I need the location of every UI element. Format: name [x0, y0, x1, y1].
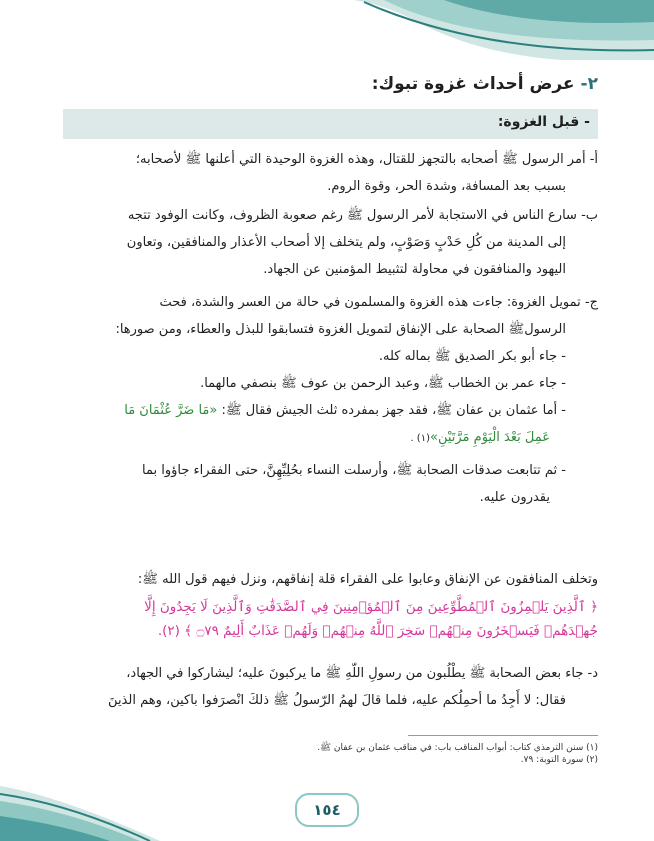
paragraph-jim-line-1: ج- تمويل الغزوة: جاءت هذه الغزوة والمسلمون في حالة من العسر والشدة، فحث	[159, 295, 598, 310]
footnote-1: (١) سنن الترمذي كتاب: أبواب المناقب باب: في مناقب عثمان بن عفان ﷺ.	[317, 743, 598, 753]
section-title: عرض أحداث غزوة تبوك:	[371, 74, 575, 94]
paragraph-alif-line-1: أ- أمر الرسول ﷺ أصحابه بالتجهز للقتال، وهذه الغزوة الوحيدة التي أعلنها ﷺ لأصحابه؛	[135, 152, 598, 167]
decorative-ornament-bottom	[0, 766, 160, 841]
list-item-umar: - جاء عمر بن الخطاب ﷺ، وعبد الرحمن بن عوف ﷺ بنصفي مالهما.	[200, 376, 566, 391]
section-heading	[372, 74, 598, 94]
footnote-ref-1: (١) .	[410, 433, 430, 444]
hadith-quote-part-2: عَمِلَ بَعْدَ الْيَوْمِ مَرَّتَيْنِ»	[429, 430, 550, 445]
paragraph-dal-line-2: فقال: لا أَجِدُ ما أحمِلُكم عليه، فلما قالَ لهمُ الرّسولُ ﷺ ذلكَ انْصرَفوا باكين، وهم الذينَ	[108, 693, 566, 708]
list-item-uthman	[61, 397, 566, 424]
decorative-ornament-top	[354, 0, 654, 60]
subheading: - قبل الغزوة:	[497, 114, 590, 130]
list-item-women: - ثم تتابعت صدقات الصحابة ﷺ، وأرسلت النساء بحُلِيِّهِنَّ، حتى الفقراء جاؤوا بما	[142, 463, 566, 478]
paragraph-ba-line-1: ب- سارع الناس في الاستجابة لأمر الرسول ﷺ رغم صعوبة الظروف، وكانت الوفود تتجه	[127, 208, 598, 223]
list-item-abu-bakr: - جاء أبو بكر الصديق ﷺ بماله كله.	[378, 349, 566, 364]
paragraph-ba-line-3: اليهود والمنافقون في محاولة لتثبيط المؤمنين عن الجهاد.	[263, 262, 566, 277]
footnote-2: (٢) سورة التوبة: ٧٩.	[520, 755, 598, 765]
paragraph-alif-line-2: بسبب بعد المسافة، وشدة الحر، وقوة الروم.	[327, 179, 566, 194]
paragraph-ba-line-2: إلى المدينة من كُلِ حَدْبٍ وَصَوْبٍ، ولم يتخلف إلا أصحاب الأعذار والمنافقين، وتعاون	[126, 235, 566, 250]
paragraph-jim-line-2: الرسولﷺ الصحابة على الإنفاق لتمويل الغزوة فتسابقوا للبذل والعطاء، ومن صورها:	[115, 322, 566, 337]
footnote-divider	[408, 735, 598, 736]
quran-verse-line-1: ﴿ ٱلَّذِينَ يَلۡمِزُونَ ٱلۡمُطَّوِّعِينَ مِنَ ٱلۡمُؤۡمِنِينَ فِي ٱلصَّدَقَٰتِ وَٱلَّذِينَ لَا يَجِدُونَ إِلَّا	[144, 599, 598, 615]
list-item-uthman-cont	[45, 424, 550, 452]
paragraph-dal-line-1: د- جاء بعض الصحابة ﷺ يطْلُبون من رسولِ اللّهِ ﷺ ما يركبونَ عليه؛ ليشاركوا في الجهاد،	[126, 666, 598, 681]
uthman-text: - أما عثمان بن عفان ﷺ، فقد جهز بمفرده ثلث الجيش فقال ﷺ:	[217, 403, 566, 418]
quran-verse-line-2: جُهۡدَهُمۡ فَيَسۡخَرُونَ مِنۡهُمۡ سَخِرَ ٱللَّهُ مِنۡهُمۡ وَلَهُمۡ عَذَابٌ أَلِيمٌ ۝٧٩ ﴾ (٢).	[157, 623, 598, 639]
page-number: ١٥٤	[295, 793, 359, 827]
section-number: ٢-	[580, 74, 598, 94]
paragraph-hypocrites: وتخلف المنافقون عن الإنفاق وعابوا على الفقراء قلة إنفاقهم، ونزل فيهم قول الله ﷺ:	[137, 572, 598, 587]
hadith-quote-part-1: «مَا ضَرَّ عُثْمَانَ مَا	[124, 403, 218, 418]
list-item-women-cont: يقدرون عليه.	[479, 490, 550, 505]
